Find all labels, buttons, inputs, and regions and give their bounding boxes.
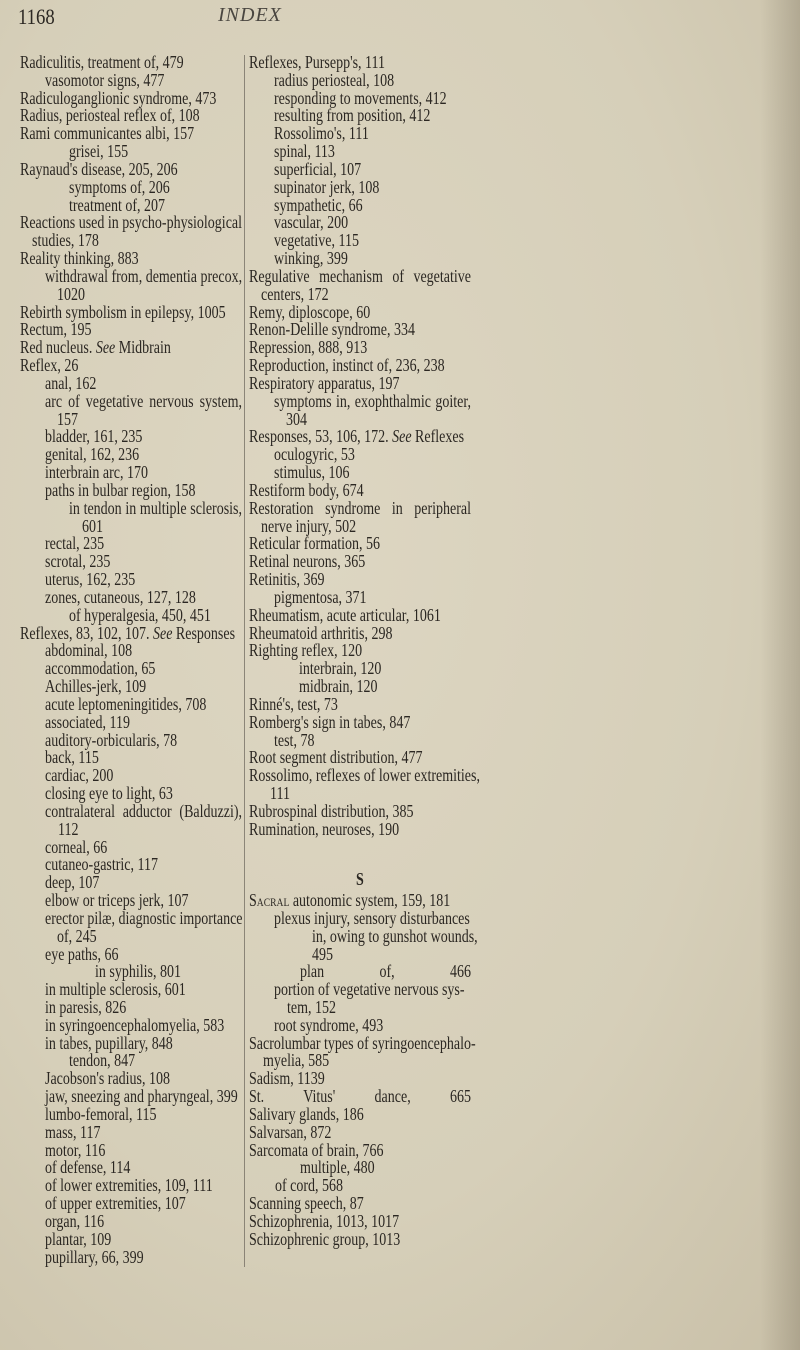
- index-entry: acute leptomeningitides, 708: [45, 693, 207, 714]
- index-entry: Rubrospinal distribution, 385: [249, 800, 414, 821]
- index-entry: cardiac, 200: [45, 765, 114, 786]
- index-entry: 601: [82, 515, 103, 536]
- index-entry: in tabes, pupillary, 848: [45, 1032, 173, 1053]
- index-entry: Reflexes, Pursepp's, 111: [249, 52, 386, 72]
- index-entry: pupillary, 66, 399: [45, 1246, 144, 1267]
- index-entry: Radiculoganglionic syndrome, 473: [20, 87, 217, 108]
- index-entry: Repression, 888, 913: [249, 337, 368, 358]
- index-entry: genital, 162, 236: [45, 444, 140, 465]
- index-entry: tendon, 847: [69, 1050, 136, 1071]
- index-entry: Sarcomata of brain, 766: [249, 1139, 384, 1160]
- index-entry: Rinné's, test, 73: [249, 693, 338, 714]
- index-entry: responding to movements, 412: [274, 87, 447, 108]
- index-entry: Salvarsan, 872: [249, 1121, 332, 1142]
- index-entry: multiple, 480: [300, 1157, 375, 1178]
- index-entry: Remy, diploscope, 60: [249, 301, 371, 322]
- index-entry: in multiple sclerosis, 601: [45, 979, 186, 1000]
- index-entry: jaw, sneezing and pharyngeal, 399: [45, 1086, 238, 1107]
- index-entry: lumbo-femoral, 115: [45, 1103, 157, 1124]
- index-entry: closing eye to light, 63: [45, 783, 173, 804]
- index-entry: stimulus, 106: [274, 462, 350, 483]
- index-entry: of lower extremities, 109, 111: [45, 1175, 213, 1196]
- index-entry: test, 78: [274, 729, 315, 750]
- index-entry: deep, 107: [45, 872, 100, 893]
- index-entry: of defense, 114: [45, 1157, 131, 1178]
- index-entry: vascular, 200: [274, 212, 349, 233]
- index-headword: Sacral: [249, 890, 290, 910]
- index-entry: plexus injury, sensory disturbances: [274, 907, 470, 928]
- index-entry: Rebirth symbolism in epilepsy, 1005: [20, 301, 226, 322]
- index-entry: oculogyric, 53: [274, 444, 355, 465]
- index-entry: Restoration syndrome in peripheral: [249, 497, 471, 518]
- index-entry: of cord, 568: [275, 1175, 344, 1196]
- index-entry: Romberg's sign in tabes, 847: [249, 711, 411, 732]
- index-entry: pigmentosa, 371: [274, 586, 367, 607]
- index-entry: portion of vegetative nervous sys-: [274, 979, 465, 1000]
- index-entry: zones, cutaneous, 127, 128: [45, 586, 196, 607]
- index-entry: superficial, 107: [274, 158, 362, 179]
- index-entry: Rossolimo, reflexes of lower extremities,: [249, 765, 480, 786]
- index-entry: Radius, periosteal reflex of, 108: [20, 105, 200, 126]
- see-reference-label: See: [392, 426, 412, 447]
- index-entry: Raynaud's disease, 205, 206: [20, 158, 178, 179]
- index-entry: Retinitis, 369: [249, 569, 325, 590]
- index-entry: cutaneo-gastric, 117: [45, 854, 158, 875]
- index-entry: Radiculitis, treatment of, 479: [20, 52, 184, 72]
- index-entry: contralateral adductor (Balduzzi),: [45, 800, 242, 821]
- index-entry: 1020: [57, 283, 85, 304]
- index-entry: supinator jerk, 108: [274, 176, 380, 197]
- index-entry: Sacral autonomic system, 159, 181: [249, 890, 451, 910]
- index-entry: Renon-Delille syndrome, 334: [249, 319, 416, 340]
- index-entry: Schizophrenic group, 1013: [249, 1228, 401, 1249]
- index-entry: nerve injury, 502: [261, 515, 357, 536]
- index-entry: in paresis, 826: [45, 996, 127, 1017]
- index-entry: Restiform body, 674: [249, 479, 364, 500]
- index-entry: scrotal, 235: [45, 551, 111, 572]
- index-entry: elbow or triceps jerk, 107: [45, 890, 189, 910]
- index-entry: symptoms of, 206: [69, 176, 170, 197]
- see-reference-label: See: [95, 337, 116, 358]
- index-entry: back, 115: [45, 747, 99, 768]
- index-entry: in syphilis, 801: [95, 961, 181, 982]
- index-entry: Reticular formation, 56: [249, 533, 381, 554]
- index-entry: 304: [286, 408, 307, 429]
- index-entry: Red nucleus. See Midbrain: [20, 337, 171, 358]
- page-number: 1168: [18, 4, 55, 29]
- index-entry: vegetative, 115: [274, 230, 360, 251]
- index-entry: centers, 172: [261, 283, 329, 304]
- index-entry: studies, 178: [32, 230, 99, 251]
- index-entry: abdominal, 108: [45, 640, 133, 661]
- index-entry: Reproduction, instinct of, 236, 238: [249, 355, 445, 376]
- index-entry: in tendon in multiple sclerosis,: [69, 497, 242, 518]
- index-entry: grisei, 155: [69, 141, 129, 162]
- index-entry: corneal, 66: [45, 836, 108, 857]
- see-reference-label: See: [152, 622, 173, 643]
- running-head: INDEX: [218, 4, 282, 26]
- index-entry: mass, 117: [45, 1121, 101, 1142]
- index-entry: interbrain, 120: [299, 658, 382, 679]
- index-entry: Reflexes, 83, 102, 107. See Responses: [20, 622, 236, 643]
- index-entry: Root segment distribution, 477: [249, 747, 423, 768]
- index-entry: radius periosteal, 108: [274, 69, 395, 90]
- index-entry: tem, 152: [287, 996, 336, 1017]
- index-entry: Reality thinking, 883: [20, 248, 139, 269]
- index-entry: spinal, 113: [274, 141, 335, 162]
- index-entry: resulting from position, 412: [274, 105, 431, 126]
- index-entry: Respiratory apparatus, 197: [249, 372, 400, 393]
- index-entry: 157: [57, 408, 78, 429]
- index-entry: organ, 116: [45, 1210, 105, 1231]
- index-entry: Rheumatoid arthritis, 298: [249, 622, 393, 643]
- index-entry: vasomotor signs, 477: [45, 69, 165, 90]
- index-entry: 112: [58, 818, 79, 839]
- index-entry: of upper extremities, 107: [45, 1193, 186, 1214]
- index-entry: sympathetic, 66: [274, 194, 363, 215]
- index-entry: arc of vegetative nervous system,: [45, 390, 242, 411]
- index-entry: in, owing to gunshot wounds,: [312, 925, 478, 946]
- index-entry: Rheumatism, acute articular, 1061: [249, 604, 441, 625]
- index-entry: withdrawal from, dementia precox,: [45, 265, 243, 286]
- index-entry: bladder, 161, 235: [45, 426, 143, 447]
- index-entry: 495: [312, 943, 333, 964]
- index-entry: Rami communicantes albi, 157: [20, 123, 195, 144]
- index-entry: Sacrolumbar types of syringoencephalo-: [249, 1032, 476, 1053]
- index-entry: Sadism, 1139: [249, 1068, 325, 1089]
- index-entry: interbrain arc, 170: [45, 462, 149, 483]
- index-entry: of, 245: [57, 925, 97, 946]
- index-entry: plantar, 109: [45, 1228, 112, 1249]
- index-entry: Achilles-jerk, 109: [45, 676, 147, 697]
- page-edge-shadow: [760, 0, 800, 1350]
- index-entry: midbrain, 120: [299, 676, 378, 697]
- index-entry: myelia, 585: [263, 1050, 330, 1071]
- index-entry: Salivary glands, 186: [249, 1103, 364, 1124]
- index-entry: uterus, 162, 235: [45, 569, 136, 590]
- index-entry: of hyperalgesia, 450, 451: [69, 604, 211, 625]
- index-entry: rectal, 235: [45, 533, 105, 554]
- index-entry: Reactions used in psycho-physiological: [20, 212, 243, 233]
- index-entry: Righting reflex, 120: [249, 640, 363, 661]
- index-entry: Scanning speech, 87: [249, 1193, 364, 1214]
- index-entry: associated, 119: [45, 711, 131, 732]
- index-entry: Reflex, 26: [20, 355, 79, 376]
- index-entry: Regulative mechanism of vegetative: [249, 265, 471, 286]
- index-entry: eye paths, 66: [45, 943, 119, 964]
- index-entry: anal, 162: [45, 372, 97, 393]
- index-entry: 111: [270, 783, 290, 804]
- index-entry: Jacobson's radius, 108: [45, 1068, 171, 1089]
- index-entry: in syringoencephalomyelia, 583: [45, 1014, 225, 1035]
- index-entry: auditory-orbicularis, 78: [45, 729, 178, 750]
- index-entry: root syndrome, 493: [274, 1014, 384, 1035]
- index-entry: treatment of, 207: [69, 194, 166, 215]
- index-entry: Rossolimo's, 111: [274, 123, 369, 144]
- index-entry: St. Vitus' dance, 665: [249, 1086, 471, 1107]
- index-entry: motor, 116: [45, 1139, 106, 1160]
- index-section-letter: S: [356, 868, 364, 889]
- index-entry: Responses, 53, 106, 172. See Reflexes: [249, 426, 465, 447]
- index-entry: paths in bulbar region, 158: [45, 479, 196, 500]
- index-entry: Rumination, neuroses, 190: [249, 818, 400, 839]
- index-entry: Retinal neurons, 365: [249, 551, 366, 572]
- index-entry: erector pilæ, diagnostic importance: [45, 907, 243, 928]
- column-divider: [244, 55, 245, 1267]
- index-entry: accommodation, 65: [45, 658, 156, 679]
- index-entry: Schizophrenia, 1013, 1017: [249, 1210, 400, 1231]
- index-entry: plan of, 466: [300, 961, 471, 982]
- index-entry: winking, 399: [274, 248, 348, 269]
- index-entry: Rectum, 195: [20, 319, 92, 340]
- index-entry: symptoms in, exophthalmic goiter,: [274, 390, 471, 411]
